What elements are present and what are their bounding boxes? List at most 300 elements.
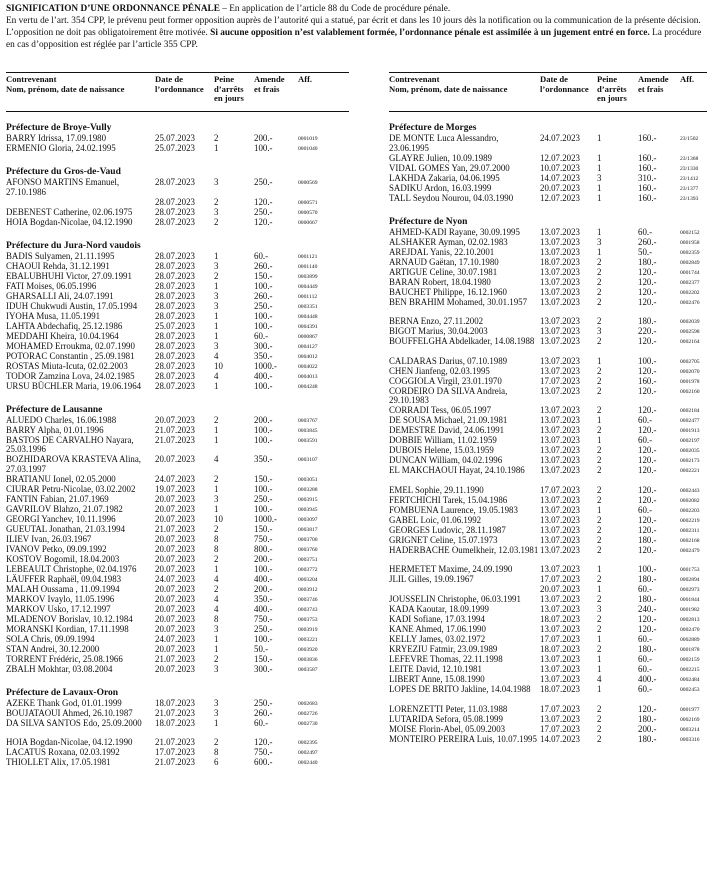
cell-days: 2 xyxy=(597,296,602,307)
cell-fine: 120.- xyxy=(638,445,657,455)
cell-date: 13.07.2023 xyxy=(540,336,580,346)
cell-aff: 0002311 xyxy=(680,527,700,534)
cell-date: 18.07.2023 xyxy=(155,697,195,708)
cell-fine: 100.- xyxy=(254,280,273,291)
table-row xyxy=(6,292,349,302)
cell-date: 28.07.2023 xyxy=(155,216,195,227)
cell-fine: 150.- xyxy=(254,270,273,281)
cell-name: MEDDAHI Kheira, 10.04.1964 xyxy=(6,330,119,341)
cell-fine: 400.- xyxy=(254,573,273,584)
table-row xyxy=(389,288,707,298)
cell-date: 20.07.2023 xyxy=(155,643,195,654)
cell-aff: 0003760 xyxy=(298,546,318,553)
cell-date: 20.07.2023 xyxy=(155,503,195,514)
cell-aff: 0000570 xyxy=(298,209,318,216)
cell-fine: 250.- xyxy=(254,623,273,634)
table-row xyxy=(6,505,349,515)
cell-fine: 160.- xyxy=(638,152,657,163)
cell-days: 2 xyxy=(597,425,602,435)
cell-days: 1 xyxy=(214,320,219,331)
cell-fine: 60.- xyxy=(638,504,653,515)
cell-name: DEMESTRE David, 24.06.1991 xyxy=(389,425,505,435)
cell-days: 2 xyxy=(597,445,602,455)
table-row xyxy=(6,515,349,525)
cell-days: 1 xyxy=(214,434,219,445)
cell-fine: 160.- xyxy=(638,182,657,193)
cell-days: 2 xyxy=(597,276,602,287)
cell-date: 13.07.2023 xyxy=(540,664,580,674)
cell-days: 2 xyxy=(597,594,602,604)
cell-fine: 60.- xyxy=(638,584,653,594)
cell-date: 13.07.2023 xyxy=(540,276,580,287)
cell-name: TALL Seydou Nourou, 04.03.1990 xyxy=(389,192,514,203)
cell-aff: 0000667 xyxy=(298,219,318,226)
table-row xyxy=(389,705,707,715)
cell-date: 18.07.2023 xyxy=(540,644,580,654)
cell-date: 28.07.2023 xyxy=(155,260,195,271)
cell-aff: 0004022 xyxy=(298,363,318,370)
table-row xyxy=(6,615,349,625)
cell-date: 20.07.2023 xyxy=(155,593,195,604)
cell-days: 1 xyxy=(597,192,602,203)
cell-date: 24.07.2023 xyxy=(155,473,195,484)
cell-date: 17.07.2023 xyxy=(540,723,580,734)
cell-date: 28.07.2023 xyxy=(155,370,195,381)
cell-date: 13.07.2023 xyxy=(540,385,580,396)
cell-days: 2 xyxy=(597,544,602,555)
cell-aff: 0002683 xyxy=(298,700,318,707)
table-row xyxy=(389,516,707,526)
cell-aff: 0003751 xyxy=(298,556,318,563)
cell-aff: 0003767 xyxy=(298,417,318,424)
cell-fine: 180.- xyxy=(638,256,657,267)
cell-days: 2 xyxy=(597,286,602,297)
header-aff: Aff. xyxy=(298,74,313,84)
cell-fine: 350.- xyxy=(254,593,273,604)
table-row xyxy=(389,735,707,755)
cell-aff: 0004013 xyxy=(298,373,318,380)
cell-name: DE SOUSA Michael, 21.09.1981 xyxy=(389,415,508,425)
cell-days: 2 xyxy=(214,216,219,227)
cell-name: GUEUTAL Jonathan, 21.03.1994 xyxy=(6,523,126,534)
cell-date: 21.07.2023 xyxy=(155,737,195,747)
cell-aff: 0001121 xyxy=(298,253,318,260)
cell-days: 1 xyxy=(597,584,602,594)
cell-date: 25.07.2023 xyxy=(155,133,195,143)
cell-days: 3 xyxy=(214,697,219,708)
cell-date: 13.07.2023 xyxy=(540,544,580,555)
cell-fine: 750.- xyxy=(254,533,273,544)
cell-date: 13.07.2023 xyxy=(540,654,580,664)
cell-fine: 120.- xyxy=(638,266,657,277)
cell-fine: 60.- xyxy=(638,634,653,644)
cell-fine: 120.- xyxy=(638,455,657,465)
table-row xyxy=(389,184,707,194)
table-row xyxy=(6,719,349,739)
cell-aff: 0001140 xyxy=(298,263,318,270)
cell-name: BASTOS DE CARVALHO Nayara, 25.03.1996 xyxy=(6,434,134,455)
cell-date: 20.07.2023 xyxy=(155,603,195,614)
cell-date: 13.07.2023 xyxy=(540,494,580,505)
table-row xyxy=(6,352,349,362)
cell-date: 13.07.2023 xyxy=(540,524,580,535)
cell-days: 2 xyxy=(214,414,219,425)
table-row xyxy=(6,362,349,372)
cell-fine: 150.- xyxy=(254,473,273,484)
cell-aff: 0003753 xyxy=(298,616,318,623)
table-row xyxy=(6,655,349,665)
cell-days: 2 xyxy=(597,703,602,714)
cell-name: AZEKE Thank God, 01.01.1999 xyxy=(6,697,122,708)
cell-fine: 180.- xyxy=(638,594,657,604)
cell-name: LÄUFFER Raphaël, 09.04.1983 xyxy=(6,573,122,584)
section-title: Préfecture de Broye-Vully xyxy=(6,123,112,133)
cell-aff: 0002164 xyxy=(680,339,700,345)
cell-days: 1 xyxy=(597,684,602,694)
cell-fine: 100.- xyxy=(254,633,273,644)
cell-fine: 180.- xyxy=(638,713,657,724)
cell-date: 20.07.2023 xyxy=(155,493,195,504)
cell-date: 24.07.2023 xyxy=(540,133,580,143)
table-row xyxy=(6,178,349,198)
section-title: Préfecture du Gros-de-Vaud xyxy=(6,167,121,177)
cell-days: 3 xyxy=(214,707,219,718)
cell-aff: 0004248 xyxy=(298,383,318,390)
table-row xyxy=(6,262,349,272)
cell-days: 3 xyxy=(214,340,219,351)
table-row xyxy=(389,526,707,536)
cell-name: FERTCHICHI Tarek, 15.04.1986 xyxy=(389,494,508,505)
cell-days: 1 xyxy=(597,152,602,163)
table-row xyxy=(6,455,349,475)
cell-aff: 0002813 xyxy=(680,617,700,623)
cell-fine: 200.- xyxy=(254,414,273,425)
cell-days: 3 xyxy=(214,290,219,301)
cell-fine: 120.- xyxy=(638,465,657,475)
cell-aff: 23/1330 xyxy=(680,165,699,172)
cell-days: 1 xyxy=(214,483,219,494)
cell-aff: 0003845 xyxy=(298,427,318,434)
cell-name: GLAYRE Julien, 10.09.1989 xyxy=(389,152,492,163)
cell-aff: 23/1368 xyxy=(680,155,699,162)
table-row xyxy=(6,635,349,645)
header-days: Peine d’arrêts en jours xyxy=(214,74,244,103)
cell-days: 2 xyxy=(214,583,219,594)
cell-date: 14.07.2023 xyxy=(540,733,580,744)
cell-fine: 50.- xyxy=(254,643,269,654)
table-row xyxy=(6,485,349,495)
cell-date: 13.07.2023 xyxy=(540,286,580,297)
cell-aff: 0002168 xyxy=(680,537,700,544)
cell-fine: 260.- xyxy=(254,260,273,271)
table-row xyxy=(389,194,707,204)
cell-fine: 120.- xyxy=(638,624,657,634)
cell-days: 1 xyxy=(597,664,602,674)
notice-intro xyxy=(6,3,706,51)
cell-fine: 120.- xyxy=(254,737,273,747)
cell-aff: 23/1412 xyxy=(680,175,699,182)
cell-days: 8 xyxy=(214,533,219,544)
cell-fine: 400.- xyxy=(638,674,657,684)
cell-name: HOIA Bogdan-Nicolae, 04.12.1990 xyxy=(6,737,133,747)
cell-name: LUTARIDA Sefora, 05.08.1999 xyxy=(389,713,503,724)
cell-days: 1 xyxy=(214,563,219,574)
cell-days: 1 xyxy=(214,503,219,514)
cell-date: 20.07.2023 xyxy=(155,663,195,674)
cell-aff: 0002477 xyxy=(680,418,700,424)
cell-name: GEORGI Yanchev, 10.11.1996 xyxy=(6,513,116,524)
cell-days: 2 xyxy=(597,524,602,535)
cell-name: MARKOV Usko, 17.12.1997 xyxy=(6,603,111,614)
cell-date: 25.07.2023 xyxy=(155,320,195,331)
cell-aff: 0004448 xyxy=(298,313,318,320)
table-row xyxy=(6,545,349,555)
cell-days: 2 xyxy=(214,270,219,281)
cell-name: CORDEIRO DA SILVA Andreia, 29.10.1983 xyxy=(389,385,508,406)
notice-bold-statement: Si aucune opposition n’est valablement formée, l’ordonnance pénale est assimilée à un jugement entré en force. xyxy=(210,28,650,38)
cell-name: ALUEDO Charles, 16.06.1988 xyxy=(6,414,117,425)
cell-fine: 180.- xyxy=(638,733,657,744)
cell-fine: 250.- xyxy=(254,697,273,708)
cell-days: 1 xyxy=(597,226,602,237)
table-row xyxy=(6,312,349,322)
cell-days: 3 xyxy=(597,236,602,247)
cell-name: EMEL Sophie, 29.11.1990 xyxy=(389,484,484,495)
cell-aff: 0003097 xyxy=(298,516,318,523)
cell-date: 20.07.2023 xyxy=(155,454,195,464)
cell-date: 13.07.2023 xyxy=(540,564,580,574)
cell-date: 20.07.2023 xyxy=(155,533,195,544)
table-row xyxy=(389,357,707,367)
cell-days: 1 xyxy=(214,143,219,153)
cell-name: AHMED-KADI Rayane, 30.09.1995 xyxy=(389,226,520,237)
cell-name: LEFEVRE Thomas, 22.11.1998 xyxy=(389,654,503,664)
cell-fine: 60.- xyxy=(254,250,269,261)
cell-aff: 0002470 xyxy=(680,627,700,633)
table-row xyxy=(6,282,349,292)
cell-aff: 0002203 xyxy=(680,507,700,514)
cell-name: AREJDAL Yanis, 22.10.2001 xyxy=(389,246,495,257)
cell-name: BARAN Robert, 18.04.1980 xyxy=(389,276,491,287)
cell-name: MONTEIRO PEREIRA Luis, 10.07.1995 xyxy=(389,733,537,744)
table-row xyxy=(6,525,349,535)
cell-aff: 0002359 xyxy=(680,249,700,256)
cell-date: 21.07.2023 xyxy=(155,424,195,435)
cell-name: ALSHAKER Ayman, 02.02.1983 xyxy=(389,236,508,247)
cell-days: 2 xyxy=(214,653,219,664)
cell-aff: 0004391 xyxy=(298,323,318,330)
cell-aff: 0003746 xyxy=(298,596,318,603)
cell-name: BERNA Enzo, 27.11.2002 xyxy=(389,316,484,326)
cell-aff: 0003817 xyxy=(298,526,318,533)
cell-aff: 0003591 xyxy=(298,437,318,444)
cell-days: 2 xyxy=(597,484,602,495)
cell-date: 21.07.2023 xyxy=(155,434,195,445)
section-gap xyxy=(389,112,707,122)
cell-fine: 60.- xyxy=(254,717,269,728)
cell-aff: 0003915 xyxy=(298,496,318,503)
cell-date: 21.07.2023 xyxy=(155,653,195,664)
cell-name: KELLY James, 03.02.1972 xyxy=(389,634,486,644)
table-row xyxy=(6,475,349,485)
cell-days: 2 xyxy=(597,733,602,744)
cell-date: 13.07.2023 xyxy=(540,455,580,465)
cell-name: DUBOIS Helene, 15.03.1959 xyxy=(389,445,494,455)
cell-days: 2 xyxy=(597,713,602,724)
table-row xyxy=(6,585,349,595)
cell-fine: 400.- xyxy=(254,603,273,614)
cell-name: BARRY Idrissa, 17.09.1980 xyxy=(6,133,107,143)
cell-fine: 60.- xyxy=(638,684,653,694)
cell-date: 13.07.2023 xyxy=(540,504,580,515)
cell-fine: 100.- xyxy=(254,310,273,321)
cell-date: 17.07.2023 xyxy=(540,703,580,714)
table-row xyxy=(6,555,349,565)
cell-name: BIGOT Marius, 30.04.2003 xyxy=(389,326,488,336)
cell-name: LAHTA Abdechafiq, 25.12.1986 xyxy=(6,320,123,331)
cell-date: 17.07.2023 xyxy=(540,574,580,584)
cell-name: JOUSSELIN Christophe, 06.03.1991 xyxy=(389,594,521,604)
cell-name: FATI Moises, 06.05.1996 xyxy=(6,280,97,291)
table-row xyxy=(6,382,349,392)
cell-fine: 120.- xyxy=(254,216,273,227)
cell-date: 28.07.2023 xyxy=(155,310,195,321)
section-gap xyxy=(6,228,349,240)
cell-days: 3 xyxy=(214,206,219,217)
cell-days: 1 xyxy=(214,330,219,341)
section-title: Préfecture de Nyon xyxy=(389,216,468,227)
cell-aff: 0003221 xyxy=(298,636,318,643)
cell-days: 2 xyxy=(597,494,602,505)
cell-aff: 0003351 xyxy=(298,303,318,310)
cell-fine: 120.- xyxy=(638,276,657,287)
cell-days: 1 xyxy=(597,355,602,366)
cell-aff: 0002443 xyxy=(680,487,700,494)
table-row xyxy=(389,258,707,268)
cell-aff: 0003945 xyxy=(298,506,318,513)
cell-name: DEBENEST Catherine, 02.06.1975 xyxy=(6,206,133,217)
cell-aff: 0002484 xyxy=(680,677,700,683)
table-row xyxy=(6,322,349,332)
cell-name: KRYEZIU Fatmir, 23.09.1989 xyxy=(389,644,498,654)
cell-name: KADI Sofiane, 17.03.1994 xyxy=(389,614,485,624)
cell-name: THIOLLET Alix, 17.05.1981 xyxy=(6,757,111,767)
cell-days: 1 xyxy=(597,435,602,445)
cell-date: 12.07.2023 xyxy=(540,192,580,203)
section-title: Préfecture du Jura-Nord vaudois xyxy=(6,240,141,251)
cell-date: 13.07.2023 xyxy=(540,594,580,604)
cell-aff: 0001958 xyxy=(680,239,700,246)
cell-days: 1 xyxy=(597,564,602,574)
cell-days: 3 xyxy=(214,260,219,271)
table-row xyxy=(6,144,349,154)
cell-days: 2 xyxy=(214,196,219,207)
cell-days: 2 xyxy=(597,385,602,396)
cell-aff: 0002159 xyxy=(680,657,700,663)
cell-days: 2 xyxy=(214,523,219,534)
cell-date: 20.07.2023 xyxy=(155,414,195,425)
cell-date: 20.07.2023 xyxy=(540,584,580,594)
cell-fine: 600.- xyxy=(254,757,273,767)
cell-name: CALDARAS Darius, 07.10.1989 xyxy=(389,355,508,366)
cell-aff: 0002173 xyxy=(680,458,700,464)
cell-days: 2 xyxy=(214,553,219,564)
cell-date: 28.07.2023 xyxy=(155,290,195,301)
cell-aff: 0001844 xyxy=(680,597,700,603)
header-date: Date de l’ordonnance xyxy=(155,74,204,94)
cell-date: 13.07.2023 xyxy=(540,405,580,415)
cell-date: 17.07.2023 xyxy=(155,747,195,757)
cell-aff: 0002453 xyxy=(680,687,700,693)
cell-aff: 0002160 xyxy=(680,388,700,395)
cell-name: URSU BÜCHLER Maria, 19.06.1964 xyxy=(6,380,142,391)
cell-fine: 250.- xyxy=(254,206,273,217)
cell-aff: 0003051 xyxy=(298,476,318,483)
cell-fine: 160.- xyxy=(638,133,657,143)
cell-fine: 100.- xyxy=(254,503,273,514)
cell-name: CHEN Jianfeng, 02.03.1995 xyxy=(389,365,490,376)
header-name: Contrevenant Nom, prénom, date de naissance xyxy=(389,74,508,94)
cell-date: 19.07.2023 xyxy=(155,483,195,494)
cell-name: DUNCAN William, 04.02.1996 xyxy=(389,455,503,465)
cell-aff: 0002705 xyxy=(680,358,700,365)
cell-date: 28.07.2023 xyxy=(155,270,195,281)
cell-aff: 0003743 xyxy=(298,606,318,613)
cell-fine: 60.- xyxy=(254,330,269,341)
cell-fine: 240.- xyxy=(638,604,657,614)
cell-aff: 0002894 xyxy=(680,577,700,583)
cell-date: 28.07.2023 xyxy=(155,350,195,361)
cell-name: DA SILVA SANTOS Edo, 25.09.2000 xyxy=(6,717,142,728)
cell-days: 3 xyxy=(214,177,219,187)
cell-fine: 120.- xyxy=(638,286,657,297)
cell-fine: 800.- xyxy=(254,543,273,554)
cell-date: 13.07.2023 xyxy=(540,425,580,435)
cell-date: 24.07.2023 xyxy=(155,573,195,584)
cell-fine: 100.- xyxy=(254,380,273,391)
cell-name: BADIS Sulyamen, 21.11.1995 xyxy=(6,250,115,261)
cell-date: 13.07.2023 xyxy=(540,713,580,724)
cell-aff: 0003587 xyxy=(298,666,318,673)
table-row xyxy=(389,715,707,725)
cell-fine: 180.- xyxy=(638,574,657,584)
cell-fine: 200.- xyxy=(254,583,273,594)
cell-name: KADA Kaoutar, 18.09.1999 xyxy=(389,604,489,614)
cell-fine: 220.- xyxy=(638,326,657,336)
table-row xyxy=(6,495,349,505)
cell-aff: 0002598 xyxy=(680,329,700,335)
cell-name: HADERBACHE Oumelkheir, 12.03.1981 xyxy=(389,544,539,555)
cell-aff: 0003107 xyxy=(298,457,318,463)
table-row xyxy=(389,337,707,357)
cell-fine: 100.- xyxy=(254,320,273,331)
table-row xyxy=(389,228,707,238)
cell-days: 1 xyxy=(597,133,602,143)
cell-aff: 0004012 xyxy=(298,353,318,360)
table-row xyxy=(6,595,349,605)
cell-fine: 350.- xyxy=(254,454,273,464)
cell-date: 13.07.2023 xyxy=(540,514,580,525)
cell-aff: 0000569 xyxy=(298,180,318,186)
cell-date: 12.07.2023 xyxy=(540,152,580,163)
cell-date: 13.07.2023 xyxy=(540,266,580,277)
cell-fine: 60.- xyxy=(638,654,653,664)
cell-fine: 160.- xyxy=(638,375,657,386)
cell-name: BOUFFELGHA Abdelkader, 14.08.1988 xyxy=(389,336,535,346)
cell-aff: 0002497 xyxy=(298,750,318,756)
cell-aff: 0002169 xyxy=(680,716,700,723)
table-row xyxy=(6,575,349,585)
